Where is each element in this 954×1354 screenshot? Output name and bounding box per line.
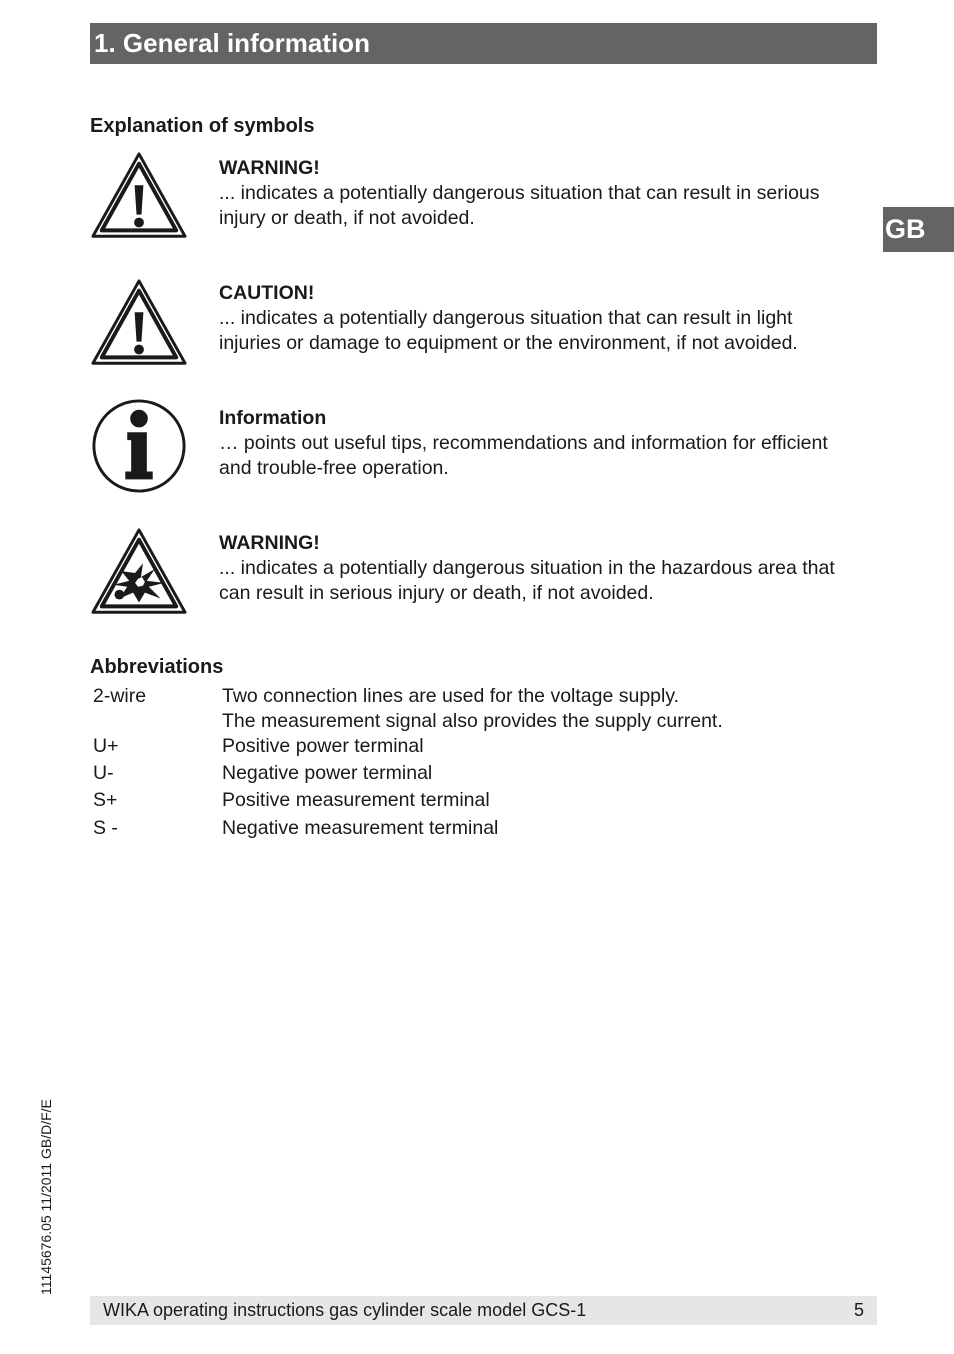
- symbol-title: WARNING!: [219, 157, 320, 179]
- footer-title: WIKA operating instructions gas cylinder scale model GCS-1: [103, 1300, 587, 1320]
- symbol-desc-line: injury or death, if not avoided.: [219, 207, 475, 229]
- document-code: 11145676.05 11/2011 GB/D/F/E: [38, 1099, 54, 1295]
- symbols-heading: Explanation of symbols: [90, 115, 315, 137]
- abbreviation-term: U+: [93, 735, 119, 757]
- symbol-item: [219, 281, 869, 356]
- symbol-item: [219, 406, 869, 481]
- symbol-desc-line: ... indicates a potentially dangerous situation in the hazardous area that: [219, 557, 835, 579]
- abbreviation-definition: Negative power terminal: [222, 762, 433, 784]
- page-title: 1. General information: [90, 23, 877, 64]
- abbreviation-definition: Negative measurement terminal: [222, 817, 499, 839]
- language-tab: GB: [883, 207, 954, 252]
- abbreviations-heading: Abbreviations: [90, 656, 224, 678]
- symbol-desc-line: can result in serious injury or death, if not avoided.: [219, 582, 654, 604]
- symbol-title: CAUTION!: [219, 282, 315, 304]
- symbol-desc-line: and trouble-free operation.: [219, 457, 449, 479]
- symbol-item: [219, 156, 869, 231]
- symbol-title: WARNING!: [219, 532, 320, 554]
- symbol-desc-line: ... indicates a potentially dangerous situation that can result in light: [219, 307, 793, 329]
- symbol-desc-line: … points out useful tips, recommendations and information for efficient: [219, 432, 828, 454]
- abbreviation-definition: Positive measurement terminal: [222, 789, 490, 811]
- symbol-desc-line: injuries or damage to equipment or the environment, if not avoided.: [219, 332, 798, 354]
- footer: [90, 1296, 877, 1325]
- abbreviation-term: 2-wire: [93, 685, 147, 707]
- symbol-item: [219, 531, 869, 606]
- information-icon: [90, 397, 188, 495]
- abbreviation-term: U-: [93, 762, 114, 784]
- explosion-warning-icon: [90, 526, 188, 624]
- abbreviation-definition: The measurement signal also provides the supply current.: [222, 710, 723, 732]
- abbreviation-definition: Positive power terminal: [222, 735, 424, 757]
- symbol-desc-line: ... indicates a potentially dangerous situation that can result in serious: [219, 182, 820, 204]
- abbreviation-term: S -: [93, 817, 118, 839]
- abbreviation-definition: Two connection lines are used for the voltage supply.: [222, 685, 680, 707]
- abbreviation-term: S+: [93, 789, 118, 811]
- page-number: 5: [853, 1300, 864, 1320]
- symbol-title: Information: [219, 407, 327, 429]
- warning-triangle-icon: [90, 150, 188, 248]
- caution-triangle-icon: [90, 277, 188, 375]
